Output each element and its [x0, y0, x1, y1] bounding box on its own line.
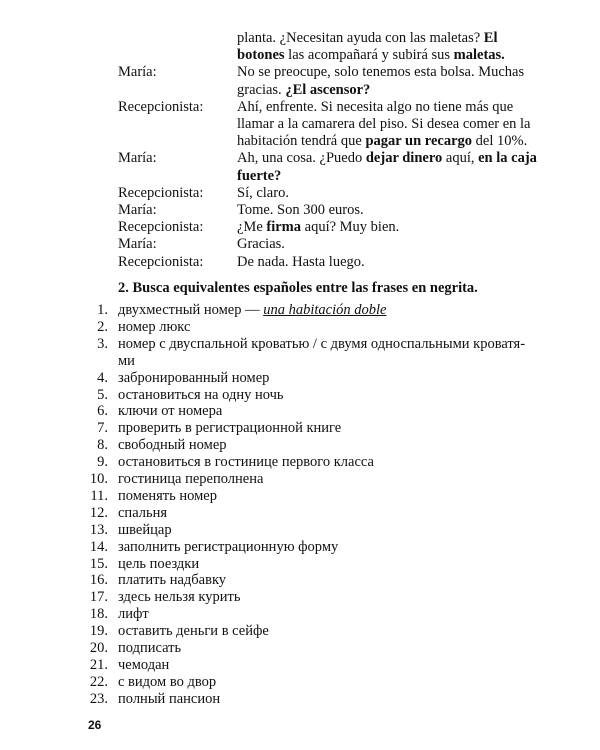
item-number: 11.	[90, 487, 108, 504]
dialogue-line	[0, 219, 600, 236]
speech-segment: Ahí, enfrente. Si necesita algo no tiene más que	[237, 98, 514, 115]
exercise-item	[0, 370, 600, 387]
highlighted-phrase: en la caja	[478, 150, 537, 167]
exercise-item-continuation	[0, 353, 600, 370]
speaker-label: María:	[118, 150, 157, 167]
item-text	[118, 454, 374, 471]
item-number: 19.	[89, 623, 108, 640]
speech-segment: Sí, claro.	[237, 184, 289, 201]
exercise-item	[0, 522, 600, 539]
exercise-item	[0, 302, 600, 319]
item-number: 15.	[89, 555, 108, 572]
speech-text	[237, 254, 537, 271]
item-text	[118, 387, 284, 404]
item-number: 8.	[97, 437, 108, 454]
speech-text	[237, 30, 537, 47]
item-phrase: забронированный номер	[118, 369, 270, 386]
item-phrase: проверить в регистрационной книге	[118, 420, 342, 437]
item-phrase: ключи от номера	[118, 403, 223, 420]
item-text	[118, 420, 341, 437]
item-number: 18.	[89, 606, 108, 623]
speech-text	[237, 168, 537, 185]
speech-segment: Ah, una cosa. ¿Puedo	[237, 150, 366, 167]
dialogue-line	[0, 150, 600, 167]
speech-segment: aquí,	[442, 150, 479, 167]
highlighted-phrase: firma	[266, 219, 302, 236]
item-phrase: номер с двуспальной кроватью / с двумя односпальными кроватя-	[118, 335, 526, 352]
dialogue-line	[0, 30, 600, 47]
exercise-item	[0, 403, 600, 420]
speech-segment: Tome. Son 300 euros.	[237, 202, 364, 218]
speaker-label: Recepcionista:	[118, 219, 204, 236]
example-answer: una habitación doble	[263, 302, 387, 318]
highlighted-phrase: El	[483, 30, 498, 46]
item-phrase: свободный номер	[118, 437, 227, 454]
item-text	[118, 488, 217, 505]
speech-segment: planta. ¿Necesitan ayuda con las maletas?	[237, 30, 484, 46]
item-number: 10.	[89, 471, 108, 487]
item-phrase: лифт	[118, 606, 149, 623]
dialogue-line	[0, 236, 600, 253]
speech-text	[237, 236, 537, 253]
exercise-item	[0, 657, 600, 674]
exercise-item	[0, 691, 600, 708]
exercise-item	[0, 606, 600, 623]
speech-text	[237, 47, 537, 64]
dialogue-line	[0, 64, 600, 81]
speaker-label: Recepcionista:	[118, 184, 204, 201]
item-phrase: оставить деньги в сейфе	[118, 623, 269, 640]
exercise-item	[0, 319, 600, 336]
item-text	[118, 437, 227, 454]
item-number: 5.	[97, 386, 108, 403]
item-text	[118, 370, 269, 387]
exercise-item	[0, 488, 600, 505]
exercise-item	[0, 454, 600, 471]
exercise-item	[0, 589, 600, 606]
item-text	[118, 471, 263, 488]
item-number: 3.	[97, 335, 108, 352]
speech-text	[237, 133, 537, 150]
item-text	[118, 336, 525, 353]
dialogue-line	[0, 116, 600, 133]
speech-text	[237, 219, 537, 236]
dialogue-line	[0, 82, 600, 99]
speech-segment: gracias.	[237, 81, 286, 98]
dialogue-line	[0, 133, 600, 150]
speaker-label: María:	[118, 64, 157, 81]
item-number: 21.	[89, 656, 108, 673]
item-number: 7.	[97, 420, 108, 437]
speech-text	[237, 185, 537, 202]
item-phrase: поменять номер	[118, 487, 217, 504]
speech-segment: Gracias.	[237, 236, 285, 253]
exercise-item	[0, 336, 600, 353]
speech-segment: ¿Me	[237, 219, 267, 236]
speech-segment: No se preocupe, solo tenemos esta bolsa. Muchas	[237, 64, 525, 81]
speech-text	[237, 150, 537, 167]
exercise-item	[0, 387, 600, 404]
item-text	[118, 640, 181, 657]
item-phrase: цель поездки	[118, 555, 200, 572]
item-phrase: подписать	[118, 640, 182, 656]
exercise-item	[0, 505, 600, 522]
highlighted-phrase: dejar dinero	[365, 150, 443, 167]
exercise-item	[0, 623, 600, 640]
item-number: 16.	[89, 572, 108, 589]
item-text	[118, 674, 216, 691]
item-text	[118, 505, 167, 522]
speaker-label: Recepcionista:	[118, 98, 204, 115]
item-number: 12.	[89, 504, 108, 521]
item-text-continuation: ми	[118, 352, 135, 369]
item-number: 6.	[97, 403, 108, 420]
item-phrase: гостиница переполнена	[118, 471, 264, 487]
dialogue-line	[0, 47, 600, 64]
speech-segment: aquí? Muy bien.	[301, 219, 400, 236]
highlighted-phrase: botones	[237, 47, 285, 64]
item-phrase: здесь нельзя курить	[118, 589, 241, 606]
item-text	[118, 403, 222, 420]
dialogue-line	[0, 254, 600, 271]
item-phrase: остановиться на одну ночь	[118, 386, 284, 403]
speech-segment: habitación tendrá que	[237, 133, 366, 150]
speech-text	[237, 202, 537, 219]
item-number: 9.	[97, 454, 108, 471]
item-text	[118, 302, 386, 319]
speaker-label: María:	[118, 236, 157, 253]
item-text	[118, 319, 190, 336]
dialogue-line	[0, 202, 600, 219]
item-text	[118, 539, 338, 556]
exercise-title: 2. Busca equivalentes españoles entre las frases en negrita.	[118, 280, 478, 296]
speech-segment: las acompañará y subirá sus	[284, 47, 454, 64]
exercise-item	[0, 437, 600, 454]
speech-segment: del 10%.	[472, 133, 528, 150]
exercise-item	[0, 420, 600, 437]
highlighted-phrase: pagar un recargo	[365, 133, 473, 150]
item-text	[118, 691, 220, 708]
item-phrase: платить надбавку	[118, 572, 227, 589]
item-number: 4.	[97, 369, 108, 386]
item-number: 17.	[89, 589, 108, 606]
item-number: 23.	[89, 690, 108, 707]
item-number: 20.	[89, 640, 108, 656]
item-number: 13.	[89, 521, 108, 538]
item-phrase: заполнить регистрационную форму	[118, 538, 339, 555]
item-phrase: швейцар	[118, 521, 172, 538]
highlighted-phrase: ¿El ascensor?	[285, 81, 371, 98]
exercise-item	[0, 572, 600, 589]
item-text	[118, 606, 149, 623]
item-text	[118, 657, 169, 674]
item-number: 22.	[89, 673, 108, 690]
exercise-item	[0, 539, 600, 556]
item-text	[118, 572, 226, 589]
dialogue-line	[0, 99, 600, 116]
item-phrase: с видом во двор	[118, 673, 217, 690]
speech-text	[237, 116, 537, 133]
dialogue-line	[0, 185, 600, 202]
highlighted-phrase: fuerte?	[237, 167, 282, 184]
page-number: 26	[88, 718, 102, 732]
highlighted-phrase: maletas.	[453, 47, 505, 64]
speech-text	[237, 99, 537, 116]
item-text	[118, 522, 172, 539]
item-text	[118, 589, 240, 606]
item-phrase: спальня	[118, 504, 168, 521]
speech-text	[237, 82, 537, 99]
speech-text	[237, 64, 537, 81]
exercise-item	[0, 640, 600, 657]
exercise-item	[0, 471, 600, 488]
item-number: 2.	[97, 318, 108, 335]
item-phrase: чемодан	[118, 656, 170, 673]
dialogue-line	[0, 168, 600, 185]
item-number: 14.	[89, 538, 108, 555]
speech-segment: De nada. Hasta luego.	[237, 253, 365, 270]
item-phrase: остановиться в гостинице первого класса	[118, 454, 374, 471]
speech-segment: llamar a la camarera del piso. Si desea comer en la	[237, 116, 531, 132]
item-phrase: двухместный номер —	[118, 302, 264, 318]
item-text	[118, 623, 269, 640]
item-phrase: номер люкс	[118, 318, 191, 335]
speaker-label: Recepcionista:	[118, 253, 204, 270]
exercise-item	[0, 674, 600, 691]
item-number: 1.	[97, 302, 108, 318]
exercise-item	[0, 556, 600, 573]
item-text	[118, 556, 199, 573]
item-phrase: полный пансион	[118, 690, 221, 707]
speaker-label: María:	[118, 202, 157, 218]
